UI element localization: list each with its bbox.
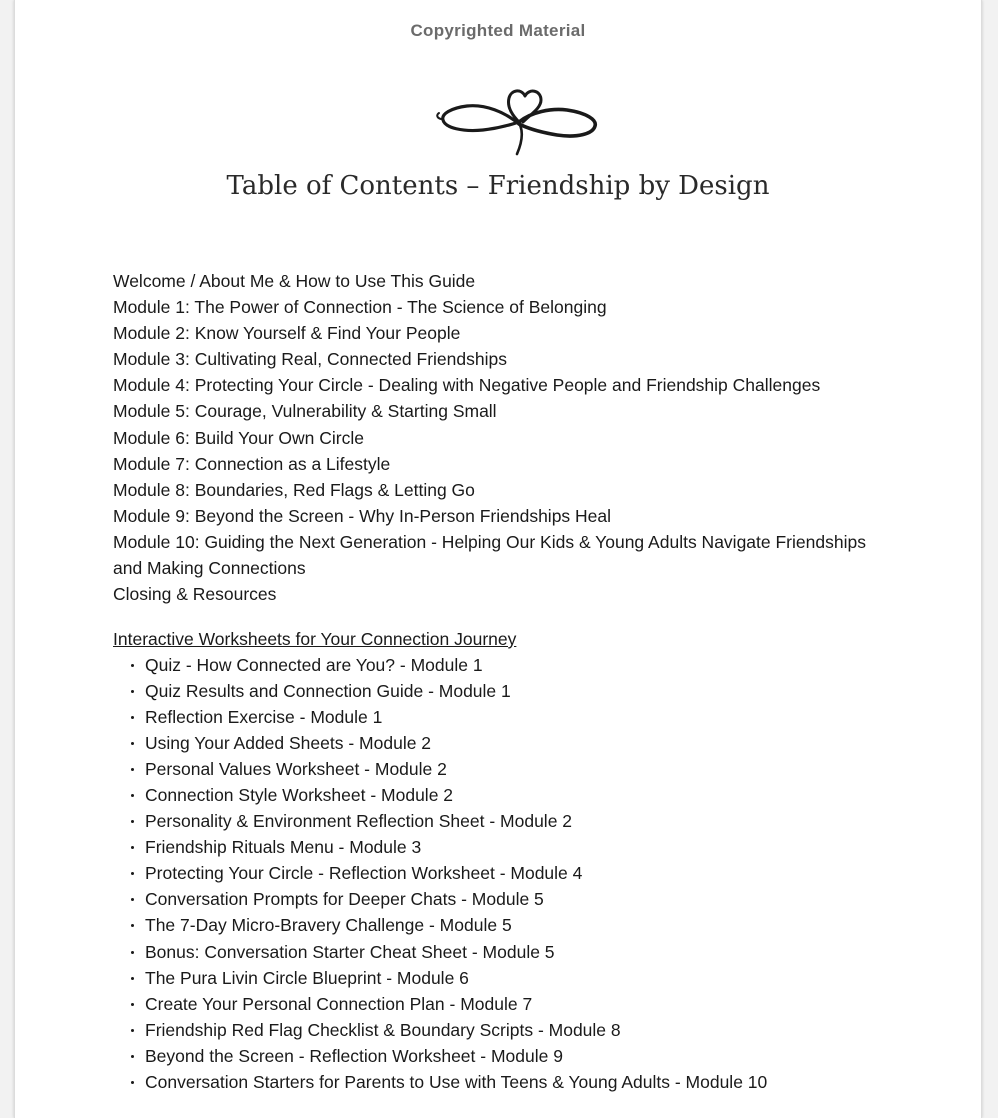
bullet-icon [131, 951, 134, 954]
worksheet-label: Create Your Personal Connection Plan - Module 7 [145, 993, 533, 1014]
worksheets-heading: Interactive Worksheets for Your Connection Journey [113, 629, 517, 649]
table-of-contents [113, 268, 973, 607]
bullet-icon [131, 977, 134, 980]
bullet-icon [131, 820, 134, 823]
toc-item: Closing & Resources [113, 584, 277, 605]
worksheet-label: Friendship Red Flag Checklist & Boundary Scripts - Module 8 [145, 1019, 621, 1040]
bullet-icon [131, 898, 134, 901]
document-page [14, 0, 982, 1118]
worksheet-label: The 7-Day Micro-Bravery Challenge - Module 5 [145, 915, 512, 936]
worksheet-item [125, 782, 767, 808]
worksheet-item [125, 886, 767, 912]
worksheet-label: Friendship Rituals Menu - Module 3 [145, 837, 422, 858]
toc-item: Module 6: Build Your Own Circle [113, 427, 364, 448]
worksheet-item [125, 1017, 767, 1043]
worksheet-item [125, 808, 767, 834]
toc-item: Module 5: Courage, Vulnerability & Starting Small [113, 401, 497, 422]
infinity-heart-icon [427, 82, 603, 162]
worksheet-item [125, 1069, 767, 1095]
worksheet-label: Reflection Exercise - Module 1 [145, 707, 383, 728]
worksheet-label: Quiz - How Connected are You? - Module 1 [145, 655, 483, 675]
bullet-icon [131, 1081, 134, 1084]
worksheet-label: Conversation Starters for Parents to Use with Teens & Young Adults - Module 10 [145, 1071, 768, 1092]
worksheet-label: Beyond the Screen - Reflection Worksheet - Module 9 [145, 1045, 563, 1066]
worksheet-label: Bonus: Conversation Starter Cheat Sheet - Module 5 [145, 941, 555, 962]
worksheet-label: Quiz Results and Connection Guide - Module 1 [145, 681, 511, 702]
worksheet-label: Personality & Environment Reflection Sheet - Module 2 [145, 811, 573, 832]
worksheet-label: Personal Values Worksheet - Module 2 [145, 759, 447, 780]
bullet-icon [131, 716, 134, 719]
worksheet-item [125, 965, 767, 991]
bullet-icon [131, 1055, 134, 1058]
toc-item: Module 8: Boundaries, Red Flags & Letting Go [113, 479, 475, 500]
toc-item: Welcome / About Me & How to Use This Guide [113, 271, 476, 291]
worksheet-item [125, 730, 767, 756]
worksheet-item [125, 1043, 767, 1069]
worksheet-item [125, 678, 767, 704]
bullet-icon [131, 872, 134, 875]
worksheet-item [125, 860, 767, 886]
toc-item: Module 2: Know Yourself & Find Your People [113, 323, 461, 344]
toc-item: Module 10: Guiding the Next Generation - Helping Our Kids & Young Adults Navigate Friendships and Making Connections [113, 531, 866, 579]
bullet-icon [131, 664, 134, 667]
worksheet-item [125, 756, 767, 782]
bullet-icon [131, 742, 134, 745]
bullet-icon [131, 794, 134, 797]
page-title: Table of Contents – Friendship by Design [226, 171, 770, 201]
worksheet-item [125, 704, 767, 730]
toc-item: Module 1: The Power of Connection - The Science of Belonging [113, 297, 607, 318]
worksheet-item [125, 652, 767, 678]
bullet-icon [131, 1003, 134, 1006]
bullet-icon [131, 768, 134, 771]
toc-item: Module 9: Beyond the Screen - Why In-Person Friendships Heal [113, 505, 612, 526]
worksheet-item [125, 991, 767, 1017]
worksheet-item [125, 912, 767, 938]
toc-item: Module 4: Protecting Your Circle - Dealing with Negative People and Friendship Challenges [113, 375, 821, 396]
toc-item: Module 7: Connection as a Lifestyle [113, 453, 391, 474]
bullet-icon [131, 690, 134, 693]
worksheet-label: Connection Style Worksheet - Module 2 [145, 785, 454, 806]
bullet-icon [131, 924, 134, 927]
worksheets-list [125, 652, 767, 1095]
worksheet-label: Conversation Prompts for Deeper Chats - Module 5 [145, 889, 544, 910]
copyright-notice: Copyrighted Material [410, 21, 586, 40]
worksheet-item [125, 939, 767, 965]
bullet-icon [131, 846, 134, 849]
worksheet-label: Protecting Your Circle - Reflection Worksheet - Module 4 [145, 863, 583, 884]
bullet-icon [131, 1029, 134, 1032]
worksheet-label: Using Your Added Sheets - Module 2 [145, 733, 432, 754]
worksheet-item [125, 834, 767, 860]
toc-item: Module 3: Cultivating Real, Connected Friendships [113, 349, 507, 370]
worksheet-label: The Pura Livin Circle Blueprint - Module 6 [145, 967, 469, 988]
